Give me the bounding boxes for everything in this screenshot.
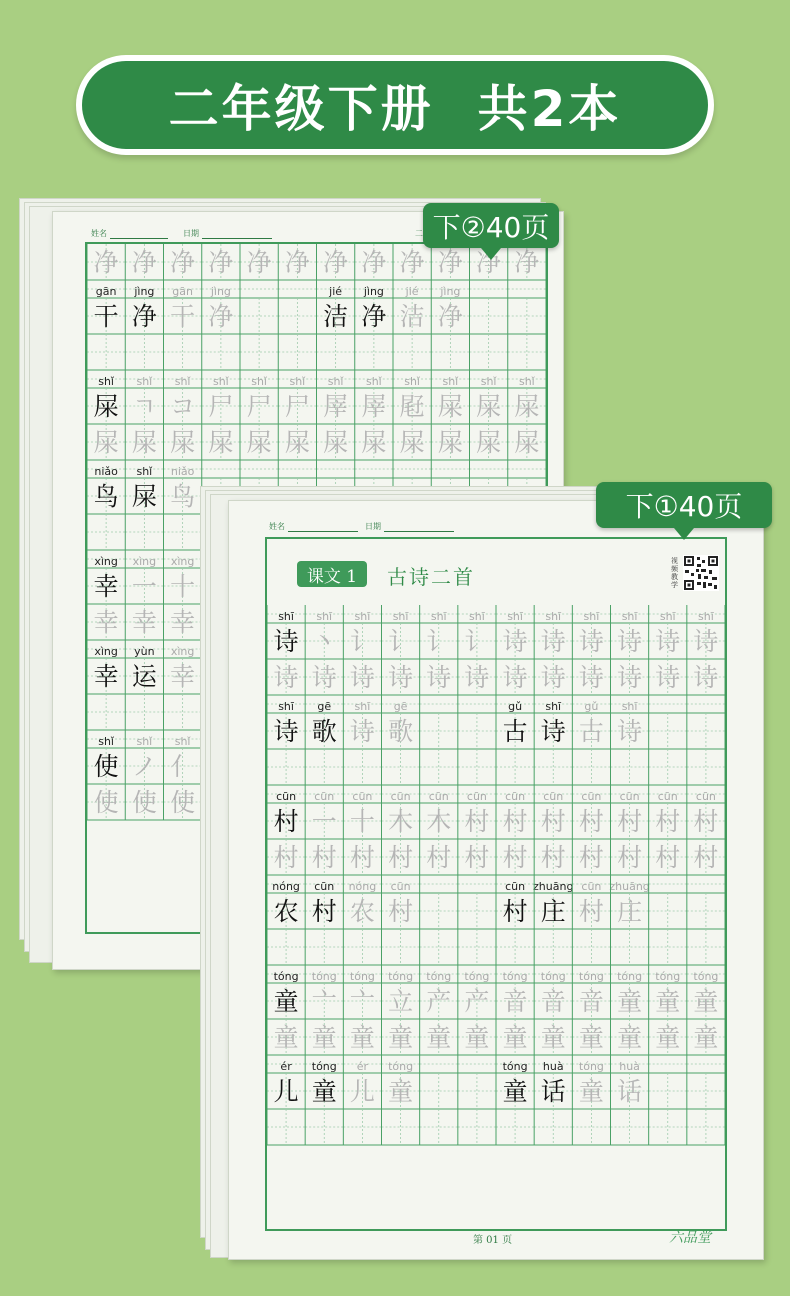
hanzi-char: 诗 [655, 663, 681, 692]
pinyin-text: tóng [311, 1060, 337, 1073]
pinyin-text: xìng [132, 555, 157, 568]
pinyin-text: tóng [464, 970, 490, 983]
hanzi-char: 屎 [399, 428, 425, 457]
hanzi-char: 一 [311, 807, 337, 836]
pinyin-text: gān [172, 285, 193, 298]
hanzi-char: 童 [617, 987, 643, 1016]
hanzi-char: 鸟 [170, 482, 196, 511]
hanzi-char: 村 [502, 897, 528, 926]
hanzi-char: 村 [617, 807, 643, 836]
hanzi-char: 诗 [349, 663, 375, 692]
hanzi-char: 村 [311, 897, 337, 926]
book1-grid-row [267, 965, 725, 1019]
pinyin-text: gē [393, 700, 408, 713]
hanzi-char: 一 [131, 572, 157, 601]
pinyin-text: shī [354, 610, 371, 623]
hanzi-char: 童 [502, 1023, 528, 1052]
pinyin-text: gē [317, 700, 332, 713]
hanzi-char: 十 [349, 807, 375, 836]
hanzi-char: 村 [464, 807, 490, 836]
pinyin-text: tóng [655, 970, 681, 983]
hanzi-char: 庄 [617, 897, 643, 926]
book1-grid-row [267, 749, 725, 785]
hanzi-char: 净 [437, 302, 463, 331]
pinyin-text: jìng [363, 285, 384, 298]
lesson-badge: 课文 1 [297, 561, 367, 587]
hanzi-char: 净 [131, 248, 157, 277]
name-label: 姓名 [91, 229, 107, 238]
pinyin-text: niǎo [94, 465, 118, 478]
hanzi-char: 亠 [349, 987, 375, 1016]
hanzi-char: 村 [349, 843, 375, 872]
hanzi-char: 干 [93, 302, 119, 331]
name-line [288, 531, 358, 532]
hanzi-char: 童 [273, 1023, 299, 1052]
pinyin-text: gǔ [508, 700, 523, 713]
hanzi-char: 净 [208, 248, 234, 277]
hanzi-char: 净 [284, 248, 310, 277]
hanzi-char: 讠 [426, 627, 452, 656]
hanzi-char: 诗 [693, 627, 719, 656]
pinyin-text: shǐ [98, 735, 115, 748]
hanzi-char: 屖 [361, 392, 387, 421]
hanzi-char: 幸 [131, 608, 157, 637]
date-line [202, 238, 272, 239]
pinyin-text: xìng [170, 645, 195, 658]
pinyin-text: shǐ [136, 735, 153, 748]
hanzi-char: 诗 [693, 663, 719, 692]
book2-corner-mark: 二 [415, 229, 423, 238]
pinyin-text: cūn [466, 790, 487, 803]
pinyin-text: shī [583, 610, 600, 623]
hanzi-char: 屎 [93, 428, 119, 457]
pinyin-text: tóng [311, 970, 337, 983]
hanzi-char: 诗 [578, 663, 604, 692]
hanzi-char: 产 [426, 987, 452, 1016]
pinyin-text: shī [621, 700, 638, 713]
hanzi-char: 幸 [170, 608, 196, 637]
pinyin-text: tóng [502, 970, 528, 983]
book1-grid-frame [265, 537, 727, 1231]
hanzi-char: 童 [502, 1077, 528, 1106]
book1-grid-row [267, 785, 725, 839]
hanzi-char: 干 [170, 302, 196, 331]
hanzi-char: 使 [131, 788, 157, 817]
pinyin-text: cūn [314, 880, 335, 893]
hanzi-char: 童 [426, 1023, 452, 1052]
hanzi-char: 屎 [131, 428, 157, 457]
hanzi-char: 净 [437, 248, 463, 277]
book1-grid-row [267, 695, 725, 749]
hanzi-char: 村 [540, 843, 566, 872]
pinyin-text: shǐ [404, 375, 421, 388]
qr-caption: 视频教学 [671, 557, 678, 589]
hanzi-char: 幸 [93, 662, 119, 691]
hanzi-char: 村 [311, 843, 337, 872]
hanzi-char: 讠 [349, 627, 375, 656]
pinyin-text: ér [280, 1060, 292, 1073]
banner-count: 共2本 [477, 80, 622, 138]
pinyin-text: shī [392, 610, 409, 623]
book1-date-field [365, 521, 454, 532]
hanzi-char: 童 [388, 1077, 414, 1106]
pinyin-text: jìng [134, 285, 155, 298]
book1-grid-row [267, 839, 725, 875]
book1-grid-row [267, 659, 725, 695]
pinyin-text: shǐ [365, 375, 382, 388]
hanzi-char: 诗 [540, 627, 566, 656]
book1-page-tag: 下①40页 [596, 482, 772, 528]
pinyin-text: cūn [505, 790, 526, 803]
book2-grid-row [87, 244, 546, 280]
hanzi-char: 农 [349, 897, 375, 926]
pinyin-text: tóng [578, 970, 604, 983]
pinyin-text: xìng [94, 645, 118, 658]
hanzi-char: 诗 [426, 663, 452, 692]
hanzi-char: 童 [273, 987, 299, 1016]
book2-grid-row [87, 280, 546, 334]
hanzi-char: 屎 [437, 428, 463, 457]
hanzi-char: 诗 [349, 717, 375, 746]
hanzi-char: 童 [693, 987, 719, 1016]
hanzi-char: 净 [170, 248, 196, 277]
hanzi-char: 诗 [540, 717, 566, 746]
hanzi-char: 村 [388, 897, 414, 926]
hanzi-char: 亠 [311, 987, 337, 1016]
hanzi-char: 音 [540, 987, 566, 1016]
pinyin-text: xìng [170, 555, 195, 568]
hanzi-char: 村 [502, 843, 528, 872]
pinyin-text: tóng [388, 970, 414, 983]
pinyin-text: nóng [272, 880, 300, 893]
hanzi-char: 净 [93, 248, 119, 277]
hanzi-char: 诗 [655, 627, 681, 656]
date-label: 日期 [365, 522, 381, 531]
hanzi-char: 讠 [464, 627, 490, 656]
name-line [110, 238, 168, 239]
hanzi-char: 村 [655, 807, 681, 836]
hanzi-char: 歌 [311, 717, 337, 746]
hanzi-char: 屎 [514, 428, 540, 457]
book2-date-field [183, 228, 272, 239]
hanzi-char: 古 [578, 717, 604, 746]
hanzi-char: 净 [399, 248, 425, 277]
hanzi-char: 净 [361, 302, 387, 331]
hanzi-char: 村 [617, 843, 643, 872]
pinyin-text: shī [545, 700, 562, 713]
pinyin-text: cūn [657, 790, 678, 803]
name-label: 姓名 [269, 522, 285, 531]
pinyin-text: cūn [543, 790, 564, 803]
pinyin-text: shī [621, 610, 638, 623]
hanzi-char: 诗 [273, 627, 299, 656]
hanzi-char: 净 [361, 248, 387, 277]
pinyin-text: shǐ [136, 465, 153, 478]
hanzi-char: 立 [388, 987, 414, 1016]
hanzi-char: 诗 [502, 627, 528, 656]
page-number: 第 01 页 [473, 1235, 513, 1246]
pinyin-text: jìng [440, 285, 461, 298]
hanzi-char: 屎 [514, 392, 540, 421]
pinyin-text: cūn [695, 790, 716, 803]
hanzi-char: 童 [311, 1023, 337, 1052]
pinyin-text: zhuāng [609, 880, 650, 893]
hanzi-char: 产 [464, 987, 490, 1016]
hanzi-char: 诗 [388, 663, 414, 692]
hanzi-char: 使 [93, 788, 119, 817]
brand-logo: 六品堂 [669, 1230, 711, 1246]
hanzi-char: 使 [170, 788, 196, 817]
hanzi-char: ノ [131, 752, 157, 781]
hanzi-char: 亻 [170, 752, 196, 781]
pinyin-text: cūn [581, 790, 602, 803]
pinyin-text: shǐ [174, 735, 191, 748]
pinyin-text: shī [545, 610, 562, 623]
hanzi-char: 村 [693, 843, 719, 872]
pinyin-text: shǐ [442, 375, 459, 388]
hanzi-char: 村 [578, 897, 604, 926]
pinyin-text: zhuāng [533, 880, 574, 893]
hanzi-char: 十 [170, 572, 196, 601]
pinyin-text: cūn [390, 880, 411, 893]
hanzi-char: 村 [273, 807, 299, 836]
pinyin-text: cūn [390, 790, 411, 803]
hanzi-char: 童 [617, 1023, 643, 1052]
book1-grid-row [267, 1055, 725, 1109]
hanzi-char: 洁 [399, 302, 425, 331]
pinyin-text: shǐ [174, 375, 191, 388]
pinyin-text: cūn [352, 790, 373, 803]
lesson-title: 古诗二首 [387, 565, 475, 589]
hanzi-char: 屎 [284, 428, 310, 457]
hanzi-char: 村 [426, 843, 452, 872]
pinyin-text: tóng [502, 1060, 528, 1073]
hanzi-char: 尸 [284, 392, 310, 421]
banner-grade: 二年级下册 [168, 80, 434, 138]
hanzi-char: 话 [617, 1077, 643, 1106]
pinyin-text: jié [329, 285, 343, 298]
pinyin-text: tóng [426, 970, 452, 983]
pinyin-text: shī [698, 610, 714, 623]
book1-grid-row [267, 1019, 725, 1055]
hanzi-char: 诗 [464, 663, 490, 692]
hanzi-char: 儿 [349, 1077, 375, 1106]
hanzi-char: 诗 [273, 717, 299, 746]
hanzi-char: 农 [273, 897, 299, 926]
hanzi-char: 屎 [246, 428, 272, 457]
hanzi-char: 村 [540, 807, 566, 836]
pinyin-text: shǐ [327, 375, 344, 388]
hanzi-char: 净 [514, 248, 540, 277]
hanzi-char: 屎 [323, 428, 349, 457]
book1-worksheet [228, 500, 764, 1260]
hanzi-char: 屎 [361, 428, 387, 457]
pinyin-text: huà [542, 1060, 564, 1073]
hanzi-char: 歌 [388, 717, 414, 746]
book1-name-field [269, 521, 358, 532]
hanzi-char: 诗 [540, 663, 566, 692]
hanzi-char: 村 [388, 843, 414, 872]
hanzi-char: 诗 [273, 663, 299, 692]
hanzi-char: 屖 [323, 392, 349, 421]
book1-grid-row [267, 1109, 725, 1145]
pinyin-text: cūn [581, 880, 602, 893]
hanzi-char: 诗 [578, 627, 604, 656]
pinyin-text: cūn [428, 790, 449, 803]
hanzi-char: 童 [311, 1077, 337, 1106]
hanzi-char: 屎 [208, 428, 234, 457]
pinyin-text: xìng [94, 555, 118, 568]
hanzi-char: 童 [655, 1023, 681, 1052]
pinyin-text: shǐ [136, 375, 153, 388]
book2-grid-row [87, 424, 546, 460]
hanzi-char: 尸 [246, 392, 272, 421]
hanzi-char: 诗 [617, 627, 643, 656]
hanzi-char: 童 [693, 1023, 719, 1052]
pinyin-text: cūn [505, 880, 526, 893]
hanzi-char: 童 [655, 987, 681, 1016]
hanzi-char: 木 [426, 807, 452, 836]
pinyin-text: ér [356, 1060, 369, 1073]
hanzi-char: 村 [464, 843, 490, 872]
hanzi-char: 村 [578, 843, 604, 872]
hanzi-char: 音 [578, 987, 604, 1016]
hanzi-char: 童 [388, 1023, 414, 1052]
qr-code-icon[interactable] [683, 555, 719, 591]
pinyin-text: gān [95, 285, 117, 298]
pinyin-text: gǔ [584, 700, 599, 713]
hanzi-char: 话 [540, 1077, 566, 1106]
pinyin-text: niǎo [170, 465, 195, 478]
pinyin-text: shǐ [212, 375, 229, 388]
hanzi-char: 屘 [399, 392, 425, 421]
hanzi-char: 诗 [617, 717, 643, 746]
hanzi-char: 村 [502, 807, 528, 836]
hanzi-char: 屎 [93, 392, 119, 421]
hanzi-char: 屎 [170, 428, 196, 457]
pinyin-text: tóng [578, 1060, 604, 1073]
hanzi-char: 木 [388, 807, 414, 836]
hanzi-char: 童 [578, 1023, 604, 1052]
pinyin-text: tóng [617, 970, 643, 983]
pinyin-text: tóng [388, 1060, 414, 1073]
pinyin-text: shǐ [480, 375, 497, 388]
pinyin-text: shī [278, 700, 294, 713]
hanzi-char: 使 [93, 752, 119, 781]
hanzi-char: 童 [349, 1023, 375, 1052]
hanzi-char: 净 [131, 302, 157, 331]
book2-grid-row [87, 370, 546, 424]
hanzi-char: 诗 [617, 663, 643, 692]
pinyin-text: tóng [693, 970, 719, 983]
pinyin-text: shī [278, 610, 294, 623]
hanzi-char: 幸 [93, 608, 119, 637]
date-label: 日期 [183, 229, 199, 238]
hanzi-char: 净 [476, 248, 502, 277]
pinyin-text: shǐ [98, 375, 115, 388]
hanzi-char: 庄 [540, 897, 566, 926]
hanzi-char: 童 [540, 1023, 566, 1052]
hanzi-char: 诗 [311, 663, 337, 692]
hanzi-char: 屎 [437, 392, 463, 421]
pinyin-text: nóng [348, 880, 377, 893]
hanzi-char: 村 [655, 843, 681, 872]
pinyin-text: shǐ [251, 375, 268, 388]
hanzi-char: 幸 [170, 662, 196, 691]
pinyin-text: shī [430, 610, 447, 623]
pinyin-text: jié [405, 285, 419, 298]
hanzi-char: 洁 [323, 302, 349, 331]
hanzi-char: 童 [578, 1077, 604, 1106]
hanzi-char: 诗 [502, 663, 528, 692]
pinyin-text: shǐ [289, 375, 306, 388]
hanzi-char: 幸 [93, 572, 119, 601]
book1-grid-row [267, 929, 725, 965]
pinyin-text: shī [469, 610, 485, 623]
title-banner-text [82, 61, 708, 149]
pinyin-text: shǐ [518, 375, 535, 388]
hanzi-char: 屎 [131, 482, 157, 511]
hanzi-char: 儿 [273, 1077, 299, 1106]
hanzi-char: 净 [208, 302, 234, 331]
hanzi-char: 古 [502, 717, 528, 746]
book2-name-field [91, 228, 168, 239]
pinyin-text: shī [354, 700, 371, 713]
pinyin-text: yùn [134, 645, 155, 658]
pinyin-text: huà [619, 1060, 640, 1073]
book1-grid-row [267, 875, 725, 929]
pinyin-text: cūn [314, 790, 335, 803]
hanzi-char: 净 [323, 248, 349, 277]
hanzi-char: 村 [273, 843, 299, 872]
hanzi-char: 运 [131, 662, 157, 691]
book1-grid-row [267, 605, 725, 659]
pinyin-text: shī [659, 610, 676, 623]
hanzi-char: 鸟 [93, 482, 119, 511]
hanzi-char: 丶 [311, 627, 337, 656]
hanzi-char: 屎 [476, 428, 502, 457]
hanzi-char: 村 [578, 807, 604, 836]
book2-page-tag: 下②40页 [423, 203, 559, 248]
title-banner [76, 55, 714, 155]
pinyin-text: cūn [276, 790, 297, 803]
pinyin-text: tóng [349, 970, 375, 983]
date-line [384, 531, 454, 532]
hanzi-char: コ [170, 392, 196, 421]
hanzi-char: ㄱ [132, 392, 157, 421]
hanzi-char: 屎 [476, 392, 502, 421]
pinyin-text: shī [507, 610, 523, 623]
pinyin-text: cūn [619, 790, 640, 803]
pinyin-text: shī [316, 610, 333, 623]
pinyin-text: tóng [273, 970, 299, 983]
hanzi-char: 尸 [208, 392, 234, 421]
hanzi-char: 讠 [388, 627, 414, 656]
pinyin-text: jìng [210, 285, 231, 298]
book2-grid-row [87, 334, 546, 370]
book1-practice-grid [267, 605, 725, 1215]
hanzi-char: 净 [246, 248, 272, 277]
hanzi-char: 音 [502, 987, 528, 1016]
hanzi-char: 村 [693, 807, 719, 836]
pinyin-text: tóng [540, 970, 566, 983]
hanzi-char: 童 [464, 1023, 490, 1052]
